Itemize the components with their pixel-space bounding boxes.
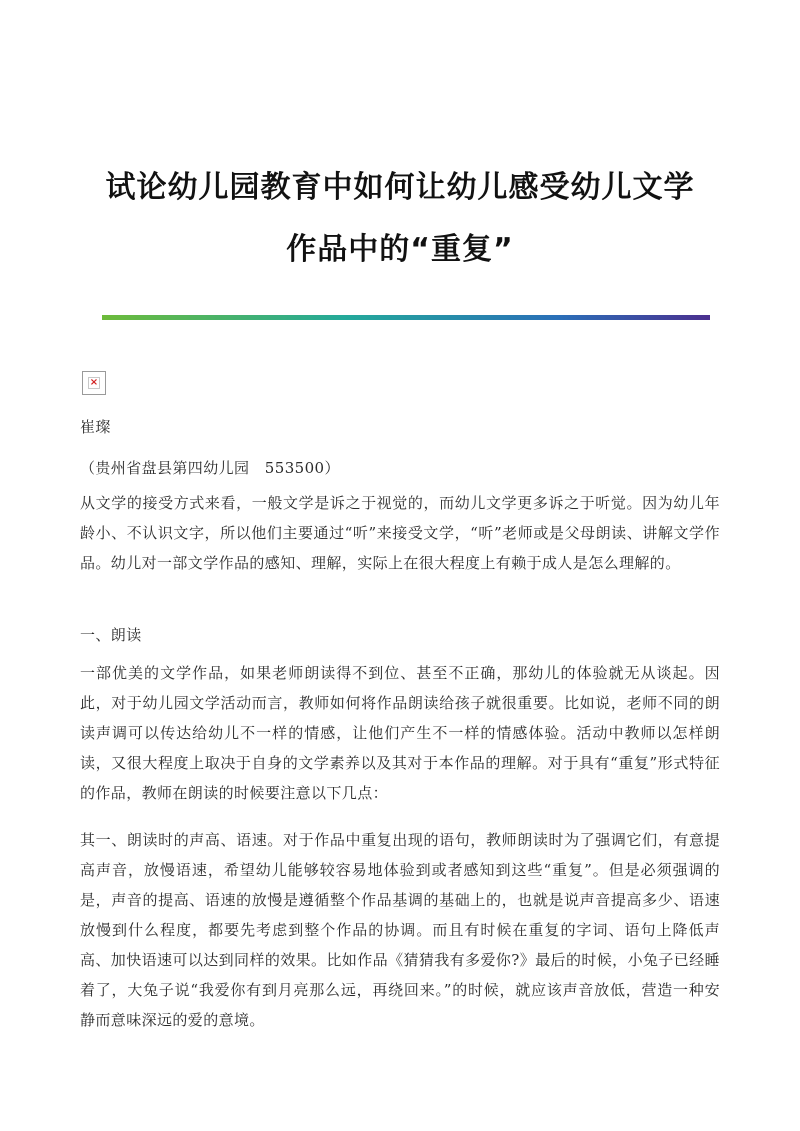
broken-image-icon: × <box>89 377 99 388</box>
intro-paragraph: 从文学的接受方式来看，一般文学是诉之于视觉的，而幼儿文学更多诉之于听觉。因为幼儿年龄小、不认识文字，所以他们主要通过“听”来接受文学，“听”老师或是父母朗读、讲解文学作品。幼儿对一部文学作品的感知、理解，实际上在很大程度上有赖于成人是怎么理解的。 <box>80 494 720 572</box>
title-line-1: 试论幼儿园教育中如何让幼儿感受幼儿文学 <box>105 170 695 205</box>
section-reading-paragraph: 一部优美的文学作品，如果老师朗读得不到位、甚至不正确，那幼儿的体验就无从谈起。因此，对于幼儿园文学活动而言，教师如何将作品朗读给孩子就很重要。比如说，老师不同的朗读声调可以传达给幼儿不一样的情感，让他们产生不一样的情感体验。活动中教师以怎样朗读，又很大程度上取决于自身的文学素养以及其对于本作品的理解。对于具有“重复”形式特征的作品，教师在朗读的时候要注意以下几点： <box>80 664 720 802</box>
author-affiliation: （贵州省盘县第四幼儿园 553500） <box>80 459 340 477</box>
section-heading-reading: 一、朗读 <box>80 626 142 644</box>
title-line-2: 作品中的“重复” <box>286 232 514 267</box>
broken-image-placeholder <box>82 371 106 395</box>
point-one-paragraph: 其一、朗读时的声高、语速。对于作品中重复出现的语句，教师朗读时为了强调它们，有意提高声音，放慢语速，希望幼儿能够较容易地体验到或者感知到这些“重复”。但是必须强调的是，声音的提高、语速的放慢是遵循整个作品基调的基础上的，也就是说声音提高多少、语速放慢到什么程度，都要先考虑到整个作品的协调。而且有时候在重复的字词、语句上降低声高、加快语速可以达到同样的效果。比如作品《猜猜我有多爱你?》最后的时候，小兔子已经睡着了，大兔子说“我爱你有到月亮那么远，再绕回来。”的时候，就应该声音放低，营造一种安静而意味深远的爱的意境。 <box>80 831 720 1029</box>
title-divider <box>102 315 710 320</box>
author-name: 崔璨 <box>80 418 111 436</box>
